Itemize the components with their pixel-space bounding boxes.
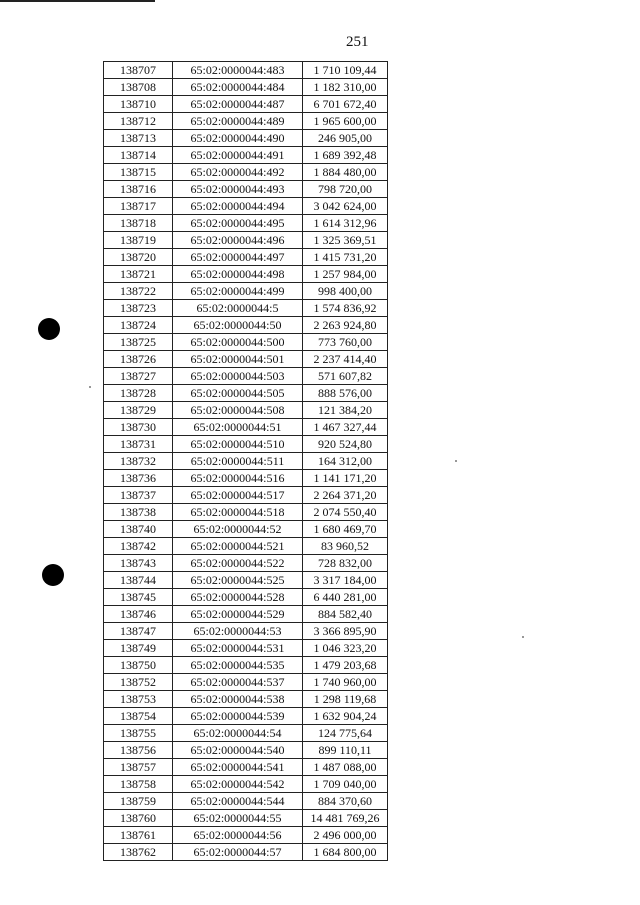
page-number: 251 xyxy=(346,34,369,50)
cadastral-number-cell: 65:02:0000044:518 xyxy=(173,504,303,521)
cadastral-number-cell: 65:02:0000044:500 xyxy=(173,334,303,351)
cadastral-number-cell: 65:02:0000044:487 xyxy=(173,96,303,113)
cadastral-value-cell: 1 884 480,00 xyxy=(303,164,388,181)
row-number-cell: 138737 xyxy=(104,487,173,504)
table-row xyxy=(104,198,388,215)
row-number-cell: 138762 xyxy=(104,844,173,861)
cadastral-number-cell: 65:02:0000044:521 xyxy=(173,538,303,555)
cadastral-number-cell: 65:02:0000044:53 xyxy=(173,623,303,640)
cadastral-number-cell: 65:02:0000044:491 xyxy=(173,147,303,164)
cadastral-value-cell: 1 709 040,00 xyxy=(303,776,388,793)
row-number-cell: 138738 xyxy=(104,504,173,521)
row-number-cell: 138719 xyxy=(104,232,173,249)
table-row xyxy=(104,130,388,147)
cadastral-number-cell: 65:02:0000044:52 xyxy=(173,521,303,538)
table-row xyxy=(104,572,388,589)
row-number-cell: 138716 xyxy=(104,181,173,198)
cadastral-number-cell: 65:02:0000044:517 xyxy=(173,487,303,504)
cadastral-value-cell: 773 760,00 xyxy=(303,334,388,351)
cadastral-number-cell: 65:02:0000044:501 xyxy=(173,351,303,368)
table-row xyxy=(104,385,388,402)
cadastral-number-cell: 65:02:0000044:497 xyxy=(173,249,303,266)
cadastral-number-cell: 65:02:0000044:489 xyxy=(173,113,303,130)
row-number-cell: 138727 xyxy=(104,368,173,385)
cadastral-number-cell: 65:02:0000044:535 xyxy=(173,657,303,674)
row-number-cell: 138747 xyxy=(104,623,173,640)
cadastral-number-cell: 65:02:0000044:484 xyxy=(173,79,303,96)
row-number-cell: 138756 xyxy=(104,742,173,759)
cadastral-number-cell: 65:02:0000044:50 xyxy=(173,317,303,334)
cadastral-value-cell: 1 257 984,00 xyxy=(303,266,388,283)
table-row xyxy=(104,725,388,742)
cadastral-value-cell: 121 384,20 xyxy=(303,402,388,419)
scan-speck xyxy=(455,460,457,462)
cadastral-number-cell: 65:02:0000044:496 xyxy=(173,232,303,249)
cadastral-value-cell: 1 415 731,20 xyxy=(303,249,388,266)
cadastral-value-cell: 3 317 184,00 xyxy=(303,572,388,589)
row-number-cell: 138728 xyxy=(104,385,173,402)
cadastral-value-cell: 83 960,52 xyxy=(303,538,388,555)
cadastral-number-cell: 65:02:0000044:525 xyxy=(173,572,303,589)
cadastral-value-cell: 1 684 800,00 xyxy=(303,844,388,861)
cadastral-value-cell: 2 074 550,40 xyxy=(303,504,388,521)
table-row xyxy=(104,215,388,232)
cadastral-value-cell: 1 614 312,96 xyxy=(303,215,388,232)
cadastral-value-cell: 1 182 310,00 xyxy=(303,79,388,96)
cadastral-value-cell: 6 701 672,40 xyxy=(303,96,388,113)
cadastral-number-cell: 65:02:0000044:538 xyxy=(173,691,303,708)
table-row xyxy=(104,589,388,606)
row-number-cell: 138753 xyxy=(104,691,173,708)
table-row xyxy=(104,844,388,861)
table-row xyxy=(104,793,388,810)
punch-hole xyxy=(38,318,60,340)
row-number-cell: 138746 xyxy=(104,606,173,623)
table-row xyxy=(104,691,388,708)
row-number-cell: 138761 xyxy=(104,827,173,844)
cadastral-number-cell: 65:02:0000044:508 xyxy=(173,402,303,419)
table-row xyxy=(104,368,388,385)
cadastral-number-cell: 65:02:0000044:541 xyxy=(173,759,303,776)
row-number-cell: 138758 xyxy=(104,776,173,793)
table-row xyxy=(104,113,388,130)
scan-speck xyxy=(522,636,524,638)
cadastral-number-cell: 65:02:0000044:528 xyxy=(173,589,303,606)
cadastral-value-cell: 884 370,60 xyxy=(303,793,388,810)
row-number-cell: 138757 xyxy=(104,759,173,776)
cadastral-number-cell: 65:02:0000044:499 xyxy=(173,283,303,300)
row-number-cell: 138743 xyxy=(104,555,173,572)
cadastral-value-cell: 2 496 000,00 xyxy=(303,827,388,844)
cadastral-value-cell: 1 740 960,00 xyxy=(303,674,388,691)
row-number-cell: 138724 xyxy=(104,317,173,334)
table-row xyxy=(104,334,388,351)
cadastral-value-cell: 3 042 624,00 xyxy=(303,198,388,215)
row-number-cell: 138708 xyxy=(104,79,173,96)
table-row xyxy=(104,674,388,691)
row-number-cell: 138745 xyxy=(104,589,173,606)
cadastral-number-cell: 65:02:0000044:57 xyxy=(173,844,303,861)
row-number-cell: 138752 xyxy=(104,674,173,691)
cadastral-value-cell: 1 141 171,20 xyxy=(303,470,388,487)
row-number-cell: 138742 xyxy=(104,538,173,555)
cadastral-number-cell: 65:02:0000044:51 xyxy=(173,419,303,436)
cadastral-number-cell: 65:02:0000044:490 xyxy=(173,130,303,147)
cadastral-value-cell: 920 524,80 xyxy=(303,436,388,453)
table-row xyxy=(104,555,388,572)
row-number-cell: 138729 xyxy=(104,402,173,419)
scan-speck xyxy=(89,386,91,388)
cadastral-number-cell: 65:02:0000044:539 xyxy=(173,708,303,725)
cadastral-value-cell: 1 325 369,51 xyxy=(303,232,388,249)
cadastral-value-cell: 1 479 203,68 xyxy=(303,657,388,674)
cadastral-value-cell: 1 467 327,44 xyxy=(303,419,388,436)
table-row xyxy=(104,487,388,504)
table-row xyxy=(104,79,388,96)
cadastral-number-cell: 65:02:0000044:529 xyxy=(173,606,303,623)
cadastral-value-cell: 888 576,00 xyxy=(303,385,388,402)
table-row xyxy=(104,657,388,674)
cadastral-number-cell: 65:02:0000044:510 xyxy=(173,436,303,453)
table-row xyxy=(104,810,388,827)
row-number-cell: 138759 xyxy=(104,793,173,810)
row-number-cell: 138718 xyxy=(104,215,173,232)
row-number-cell: 138732 xyxy=(104,453,173,470)
cadastral-value-cell: 1 632 904,24 xyxy=(303,708,388,725)
top-edge-rule xyxy=(0,0,155,2)
row-number-cell: 138749 xyxy=(104,640,173,657)
cadastral-value-cell: 1 046 323,20 xyxy=(303,640,388,657)
cadastral-number-cell: 65:02:0000044:498 xyxy=(173,266,303,283)
row-number-cell: 138715 xyxy=(104,164,173,181)
table-row xyxy=(104,538,388,555)
table-row xyxy=(104,232,388,249)
table-row xyxy=(104,708,388,725)
row-number-cell: 138744 xyxy=(104,572,173,589)
table-row xyxy=(104,470,388,487)
cadastral-number-cell: 65:02:0000044:54 xyxy=(173,725,303,742)
row-number-cell: 138721 xyxy=(104,266,173,283)
row-number-cell: 138710 xyxy=(104,96,173,113)
cadastral-number-cell: 65:02:0000044:531 xyxy=(173,640,303,657)
cadastral-number-cell: 65:02:0000044:511 xyxy=(173,453,303,470)
table-row xyxy=(104,317,388,334)
row-number-cell: 138736 xyxy=(104,470,173,487)
cadastral-value-cell: 884 582,40 xyxy=(303,606,388,623)
row-number-cell: 138731 xyxy=(104,436,173,453)
cadastral-value-cell: 1 689 392,48 xyxy=(303,147,388,164)
cadastral-value-cell: 1 965 600,00 xyxy=(303,113,388,130)
cadastral-number-cell: 65:02:0000044:483 xyxy=(173,62,303,79)
cadastral-number-cell: 65:02:0000044:505 xyxy=(173,385,303,402)
cadastral-value-cell: 3 366 895,90 xyxy=(303,623,388,640)
cadastral-value-cell: 1 680 469,70 xyxy=(303,521,388,538)
cadastral-number-cell: 65:02:0000044:540 xyxy=(173,742,303,759)
punch-hole xyxy=(42,564,64,586)
table-row xyxy=(104,419,388,436)
table-row xyxy=(104,521,388,538)
table-row xyxy=(104,776,388,793)
cadastral-value-cell: 124 775,64 xyxy=(303,725,388,742)
row-number-cell: 138723 xyxy=(104,300,173,317)
cadastral-number-cell: 65:02:0000044:544 xyxy=(173,793,303,810)
row-number-cell: 138713 xyxy=(104,130,173,147)
cadastral-value-cell: 1 574 836,92 xyxy=(303,300,388,317)
row-number-cell: 138750 xyxy=(104,657,173,674)
row-number-cell: 138760 xyxy=(104,810,173,827)
cadastral-value-cell: 1 487 088,00 xyxy=(303,759,388,776)
cadastral-number-cell: 65:02:0000044:55 xyxy=(173,810,303,827)
cadastral-value-table xyxy=(103,61,388,861)
row-number-cell: 138707 xyxy=(104,62,173,79)
table-row xyxy=(104,606,388,623)
table-row xyxy=(104,96,388,113)
table-body xyxy=(104,62,388,861)
table-row xyxy=(104,181,388,198)
row-number-cell: 138740 xyxy=(104,521,173,538)
cadastral-value-cell: 1 298 119,68 xyxy=(303,691,388,708)
cadastral-number-cell: 65:02:0000044:522 xyxy=(173,555,303,572)
row-number-cell: 138717 xyxy=(104,198,173,215)
table-row xyxy=(104,453,388,470)
cadastral-value-cell: 798 720,00 xyxy=(303,181,388,198)
table-row xyxy=(104,283,388,300)
table-row xyxy=(104,436,388,453)
table-row xyxy=(104,351,388,368)
cadastral-value-cell: 899 110,11 xyxy=(303,742,388,759)
table-row xyxy=(104,742,388,759)
table-row xyxy=(104,62,388,79)
cadastral-number-cell: 65:02:0000044:5 xyxy=(173,300,303,317)
cadastral-value-cell: 1 710 109,44 xyxy=(303,62,388,79)
table-row xyxy=(104,623,388,640)
cadastral-value-cell: 14 481 769,26 xyxy=(303,810,388,827)
cadastral-value-cell: 6 440 281,00 xyxy=(303,589,388,606)
row-number-cell: 138754 xyxy=(104,708,173,725)
cadastral-number-cell: 65:02:0000044:542 xyxy=(173,776,303,793)
cadastral-number-cell: 65:02:0000044:495 xyxy=(173,215,303,232)
table-row xyxy=(104,249,388,266)
row-number-cell: 138726 xyxy=(104,351,173,368)
row-number-cell: 138712 xyxy=(104,113,173,130)
cadastral-value-cell: 2 264 371,20 xyxy=(303,487,388,504)
row-number-cell: 138714 xyxy=(104,147,173,164)
cadastral-value-cell: 998 400,00 xyxy=(303,283,388,300)
table-row xyxy=(104,827,388,844)
row-number-cell: 138755 xyxy=(104,725,173,742)
cadastral-value-cell: 2 263 924,80 xyxy=(303,317,388,334)
cadastral-value-cell: 246 905,00 xyxy=(303,130,388,147)
table-row xyxy=(104,266,388,283)
cadastral-value-cell: 571 607,82 xyxy=(303,368,388,385)
table-row xyxy=(104,402,388,419)
table-row xyxy=(104,164,388,181)
table-row xyxy=(104,147,388,164)
row-number-cell: 138725 xyxy=(104,334,173,351)
table-row xyxy=(104,300,388,317)
cadastral-value-cell: 2 237 414,40 xyxy=(303,351,388,368)
cadastral-number-cell: 65:02:0000044:537 xyxy=(173,674,303,691)
cadastral-number-cell: 65:02:0000044:516 xyxy=(173,470,303,487)
table-row xyxy=(104,759,388,776)
cadastral-number-cell: 65:02:0000044:56 xyxy=(173,827,303,844)
row-number-cell: 138730 xyxy=(104,419,173,436)
cadastral-number-cell: 65:02:0000044:494 xyxy=(173,198,303,215)
cadastral-value-cell: 728 832,00 xyxy=(303,555,388,572)
table-row xyxy=(104,504,388,521)
cadastral-number-cell: 65:02:0000044:492 xyxy=(173,164,303,181)
cadastral-number-cell: 65:02:0000044:493 xyxy=(173,181,303,198)
row-number-cell: 138722 xyxy=(104,283,173,300)
row-number-cell: 138720 xyxy=(104,249,173,266)
cadastral-number-cell: 65:02:0000044:503 xyxy=(173,368,303,385)
cadastral-value-cell: 164 312,00 xyxy=(303,453,388,470)
table-row xyxy=(104,640,388,657)
